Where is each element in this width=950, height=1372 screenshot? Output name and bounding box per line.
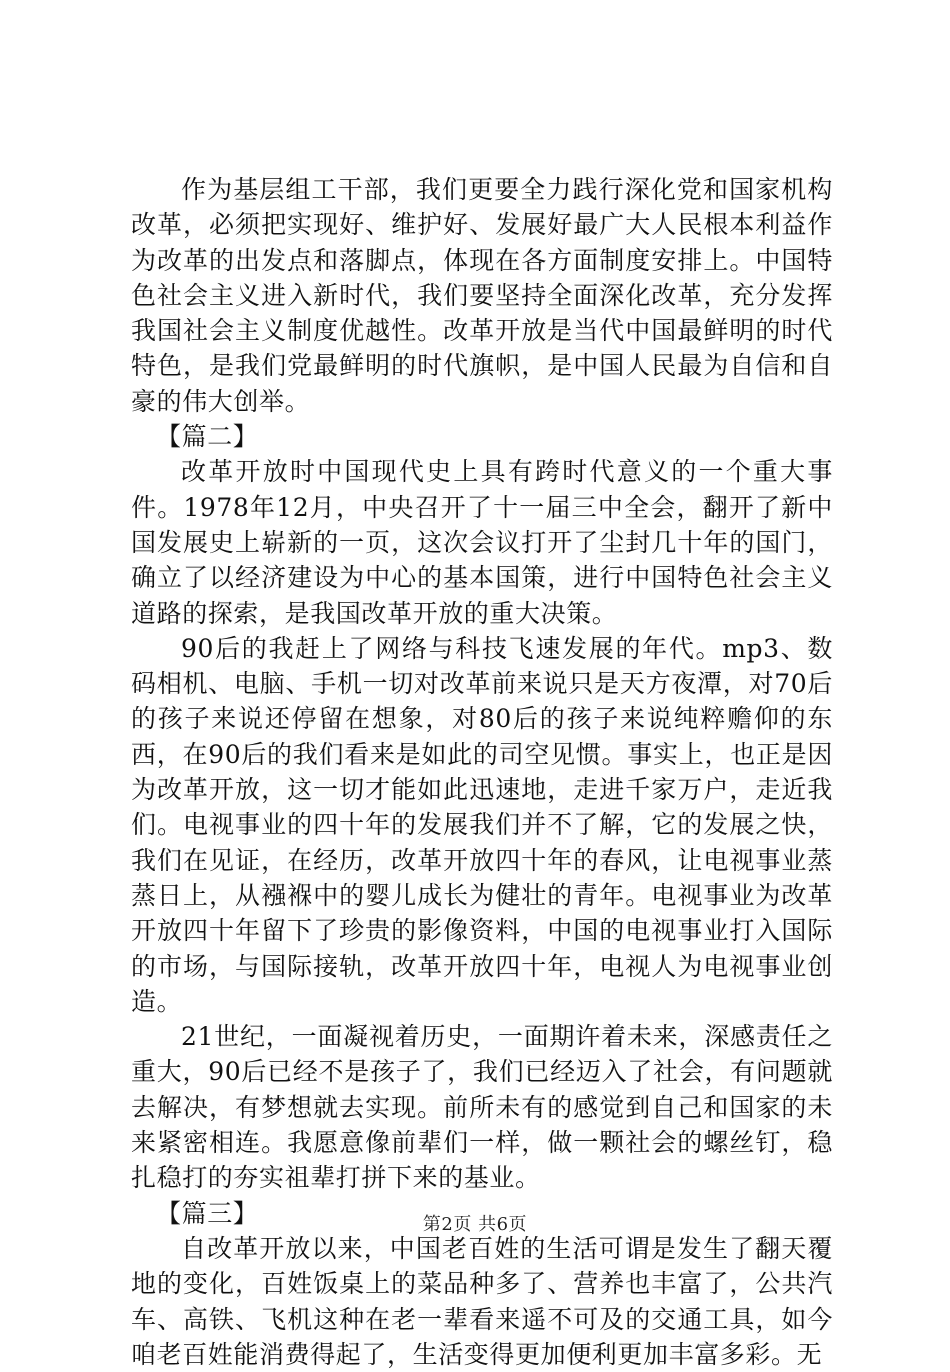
paragraph-part-two-3: 21世纪，一面凝视着历史，一面期许着未来，深感责任之重大，90后已经不是孩子了，我们已经迈入了社会，有问题就去解决，有梦想就去实现。前所未有的感觉到自己和国家的未来紧密相连。我愿意像前辈们一样，做一颗社会的螺丝钉，稳扎稳打的夯实祖辈打拼下来的基业。	[131, 1022, 833, 1193]
page-number-footer: 第2页 共6页	[422, 1214, 528, 1235]
section-heading-part-two: 【篇二】	[156, 422, 259, 452]
paragraph-part-three-1: 自改革开放以来，中国老百姓的生活可谓是发生了翻天覆地的变化，百姓饭桌上的菜品种多了、营养也丰富了，公共汽车、高铁、飞机这种在老一辈看来遥不可及的交通工具，如今咱老百姓能消费得起了，生活变得更加便利更加丰富多彩。无	[131, 1233, 833, 1369]
paragraph-part-two-2: 90后的我赶上了网络与科技飞速发展的年代。mp3、数码相机、电脑、手机一切对改革前来说只是天方夜潭，对70后的孩子来说还停留在想象，对80后的孩子来说纯粹赡仰的东西，在90后的我们看来是如此的司空见惯。事实上，也正是因为改革开放，这一切才能如此迅速地，走进千家万户，走近我们。电视事业的四十年的发展我们并不了解，它的发展之快，我们在见证，在经历，改革开放四十年的春风，让电视事业蒸蒸日上，从襁褓中的婴儿成长为健壮的青年。电视事业为改革开放四十年留下了珍贵的影像资料，中国的电视事业打入国际的市场，与国际接轨，改革开放四十年，电视人为电视事业创造。	[131, 633, 833, 1016]
paragraph-part-two-1: 改革开放时中国现代史上具有跨时代意义的一个重大事件。1978年12月，中央召开了十一届三中全会，翻开了新中国发展史上崭新的一页，这次会议打开了尘封几十年的国门，确立了以经济建设为中心的基本国策，进行中国特色社会主义道路的探索，是我国改革开放的重大决策。	[131, 457, 833, 628]
paragraph-intro: 作为基层组工干部，我们更要全力践行深化党和国家机构改革，必须把实现好、维护好、发展好最广大人民根本利益作为改革的出发点和落脚点，体现在各方面制度安排上。中国特色社会主义进入新时代，我们要坚持全面深化改革，充分发挥我国社会主义制度优越性。改革开放是当代中国最鲜明的时代特色，是我们党最鲜明的时代旗帜，是中国人民最为自信和自豪的伟大创举。	[131, 175, 833, 416]
section-heading-part-three: 【篇三】	[156, 1198, 259, 1228]
document-body	[131, 172, 833, 1372]
